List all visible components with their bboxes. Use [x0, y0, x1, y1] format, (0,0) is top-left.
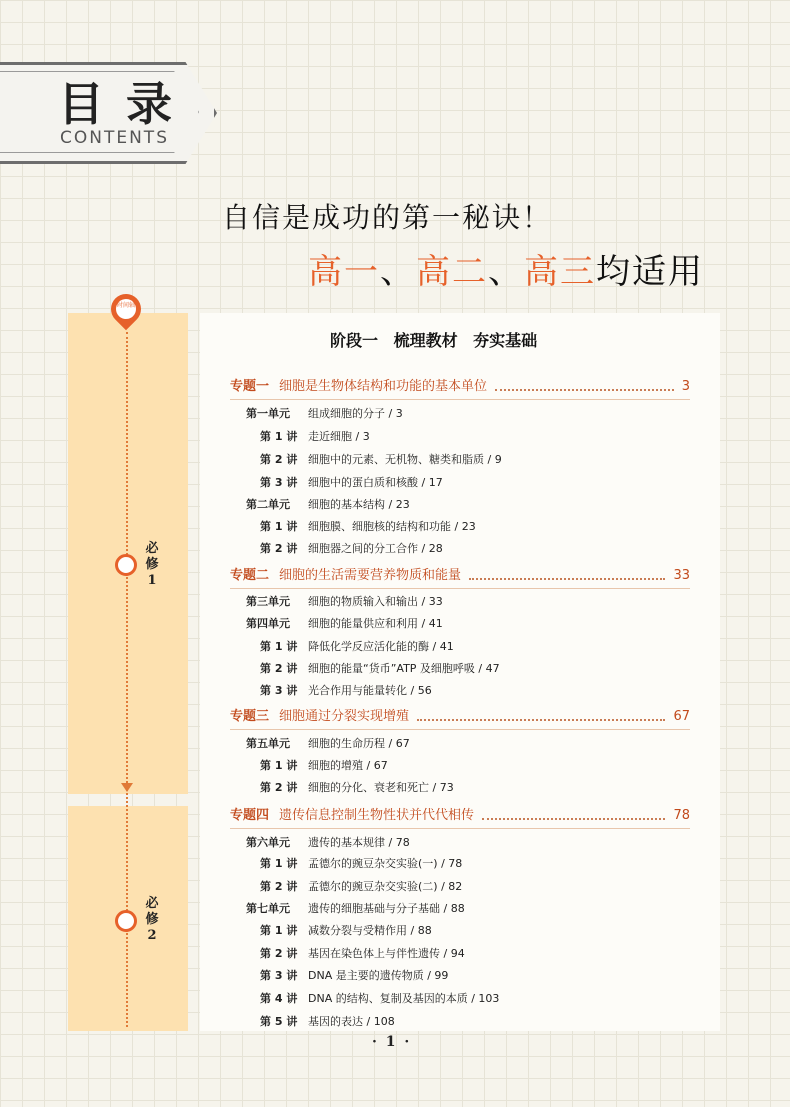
pin-label: 时间轴 — [116, 302, 135, 309]
unit-title: 细胞的物质输入和输出 / 33 — [308, 595, 443, 608]
lecture-title: 走近细胞 / 3 — [308, 430, 370, 443]
lecture-label: 第 1 讲 — [260, 857, 298, 870]
page-number: · 1 · — [372, 1034, 412, 1050]
lecture-label: 第 5 讲 — [260, 1015, 298, 1028]
unit-title: 遗传的细胞基础与分子基础 / 88 — [308, 902, 465, 915]
lecture-title: DNA 的结构、复制及基因的本质 / 103 — [308, 992, 500, 1005]
topic-title: 细胞是生物体结构和功能的基本单位 — [279, 379, 488, 394]
lecture-title: 细胞中的元素、无机物、糖类和脂质 / 9 — [308, 453, 502, 466]
toc-lecture-row — [260, 449, 502, 471]
contents-title: 目录 — [58, 77, 194, 131]
unit-title: 细胞的能量供应和利用 / 41 — [308, 617, 443, 630]
slogan-part: 高一 — [308, 252, 380, 292]
lecture-title: 降低化学反应活化能的酶 / 41 — [308, 640, 454, 653]
topic-label: 专题一 — [230, 379, 270, 394]
toc-unit-row — [246, 591, 443, 613]
toc-unit-row — [246, 898, 465, 920]
lecture-label: 第 2 讲 — [260, 662, 298, 675]
lecture-title: DNA 是主要的遗传物质 / 99 — [308, 969, 449, 982]
lecture-label: 第 2 讲 — [260, 947, 298, 960]
lecture-label: 第 1 讲 — [260, 520, 298, 533]
topic-label: 专题三 — [230, 709, 270, 724]
toc-lecture-row — [260, 876, 462, 898]
toc-unit-row — [246, 832, 410, 854]
toc-lecture-row — [260, 538, 443, 560]
toc-topic-row — [230, 376, 690, 398]
topic-title: 遗传信息控制生物性状并代代相传 — [279, 808, 475, 823]
lecture-label: 第 1 讲 — [260, 430, 298, 443]
topic-underline — [230, 588, 690, 589]
timeline-node-icon — [115, 910, 137, 932]
unit-label: 第一单元 — [246, 407, 290, 420]
unit-title: 组成细胞的分子 / 3 — [308, 407, 403, 420]
slogan-part: 均适用 — [596, 252, 704, 292]
topic-label: 专题二 — [230, 568, 270, 583]
unit-label: 第三单元 — [246, 595, 290, 608]
topic-title: 细胞通过分裂实现增殖 — [279, 709, 410, 724]
toc-lecture-row — [260, 636, 454, 658]
lecture-title: 细胞的能量“货币”ATP 及细胞呼吸 / 47 — [308, 662, 500, 675]
toc-lecture-row — [260, 943, 465, 965]
topic-underline — [230, 729, 690, 730]
lecture-label: 第 3 讲 — [260, 969, 298, 982]
slogan-line-1: 自信是成功的第一秘诀！ — [222, 201, 553, 234]
toc-lecture-row — [260, 920, 432, 942]
lecture-label: 第 2 讲 — [260, 453, 298, 466]
toc-unit-row — [246, 403, 403, 425]
lecture-label: 第 1 讲 — [260, 759, 298, 772]
lecture-label: 第 4 讲 — [260, 992, 298, 1005]
leader-dots — [469, 565, 665, 580]
unit-label: 第四单元 — [246, 617, 290, 630]
topic-page: 3 — [681, 379, 690, 394]
toc-lecture-row — [260, 988, 499, 1010]
unit-label: 第五单元 — [246, 737, 290, 750]
contents-subtitle: CONTENTS — [60, 128, 169, 148]
lecture-title: 基因的表达 / 108 — [308, 1015, 395, 1028]
lecture-label: 第 1 讲 — [260, 924, 298, 937]
leader-dots — [495, 376, 674, 391]
toc-lecture-row — [260, 755, 388, 777]
toc-lecture-row — [260, 426, 370, 448]
slogan-part: 、 — [488, 252, 524, 292]
topic-title: 细胞的生活需要营养物质和能量 — [279, 568, 462, 583]
lecture-title: 减数分裂与受精作用 / 88 — [308, 924, 432, 937]
lecture-label: 第 2 讲 — [260, 781, 298, 794]
lecture-label: 第 1 讲 — [260, 640, 298, 653]
volume2-label: 必修2 — [145, 896, 159, 943]
toc-lecture-row — [260, 777, 454, 799]
volume1-label: 必修1 — [145, 541, 159, 588]
toc-lecture-row — [260, 965, 448, 987]
topic-page: 33 — [673, 568, 690, 583]
unit-label: 第六单元 — [246, 836, 290, 849]
toc-lecture-row — [260, 516, 476, 538]
slogan-part: 高二 — [416, 252, 488, 292]
lecture-title: 细胞中的蛋白质和核酸 / 17 — [308, 476, 443, 489]
topic-underline — [230, 828, 690, 829]
unit-label: 第二单元 — [246, 498, 290, 511]
timeline-arrow-icon — [121, 783, 133, 792]
toc-lecture-row — [260, 680, 432, 702]
toc-topic-row — [230, 706, 690, 728]
unit-label: 第七单元 — [246, 902, 290, 915]
topic-underline — [230, 399, 690, 400]
topic-label: 专题四 — [230, 808, 270, 823]
leader-dots — [417, 706, 665, 721]
toc-unit-row — [246, 733, 410, 755]
lecture-label: 第 2 讲 — [260, 542, 298, 555]
toc-lecture-row — [260, 1011, 395, 1033]
timeline-node-icon — [115, 554, 137, 576]
lecture-title: 孟德尔的豌豆杂交实验(二) / 82 — [308, 880, 463, 893]
lecture-title: 细胞膜、细胞核的结构和功能 / 23 — [308, 520, 476, 533]
lecture-title: 光合作用与能量转化 / 56 — [308, 684, 432, 697]
stage-heading: 阶段一 梳理教材 夯实基础 — [330, 331, 538, 350]
unit-title: 遗传的基本规律 / 78 — [308, 836, 410, 849]
lecture-label: 第 3 讲 — [260, 684, 298, 697]
toc-unit-row — [246, 494, 410, 516]
lecture-label: 第 3 讲 — [260, 476, 298, 489]
lecture-label: 第 2 讲 — [260, 880, 298, 893]
toc-lecture-row — [260, 472, 443, 494]
unit-title: 细胞的基本结构 / 23 — [308, 498, 410, 511]
lecture-title: 细胞的分化、衰老和死亡 / 73 — [308, 781, 454, 794]
leader-dots — [482, 805, 665, 820]
toc-unit-row — [246, 613, 443, 635]
topic-page: 78 — [673, 808, 690, 823]
toc-lecture-row — [260, 658, 500, 680]
toc-topic-row — [230, 565, 690, 587]
topic-page: 67 — [673, 709, 690, 724]
toc-lecture-row — [260, 853, 462, 875]
slogan-part: 、 — [380, 252, 416, 292]
lecture-title: 细胞的增殖 / 67 — [308, 759, 388, 772]
toc-topic-row — [230, 805, 690, 827]
lecture-title: 基因在染色体上与伴性遗传 / 94 — [308, 947, 465, 960]
slogan-part: 高三 — [524, 252, 596, 292]
lecture-title: 细胞器之间的分工合作 / 28 — [308, 542, 443, 555]
unit-title: 细胞的生命历程 / 67 — [308, 737, 410, 750]
lecture-title: 孟德尔的豌豆杂交实验(一) / 78 — [308, 857, 463, 870]
slogan-line-2 — [308, 244, 704, 293]
